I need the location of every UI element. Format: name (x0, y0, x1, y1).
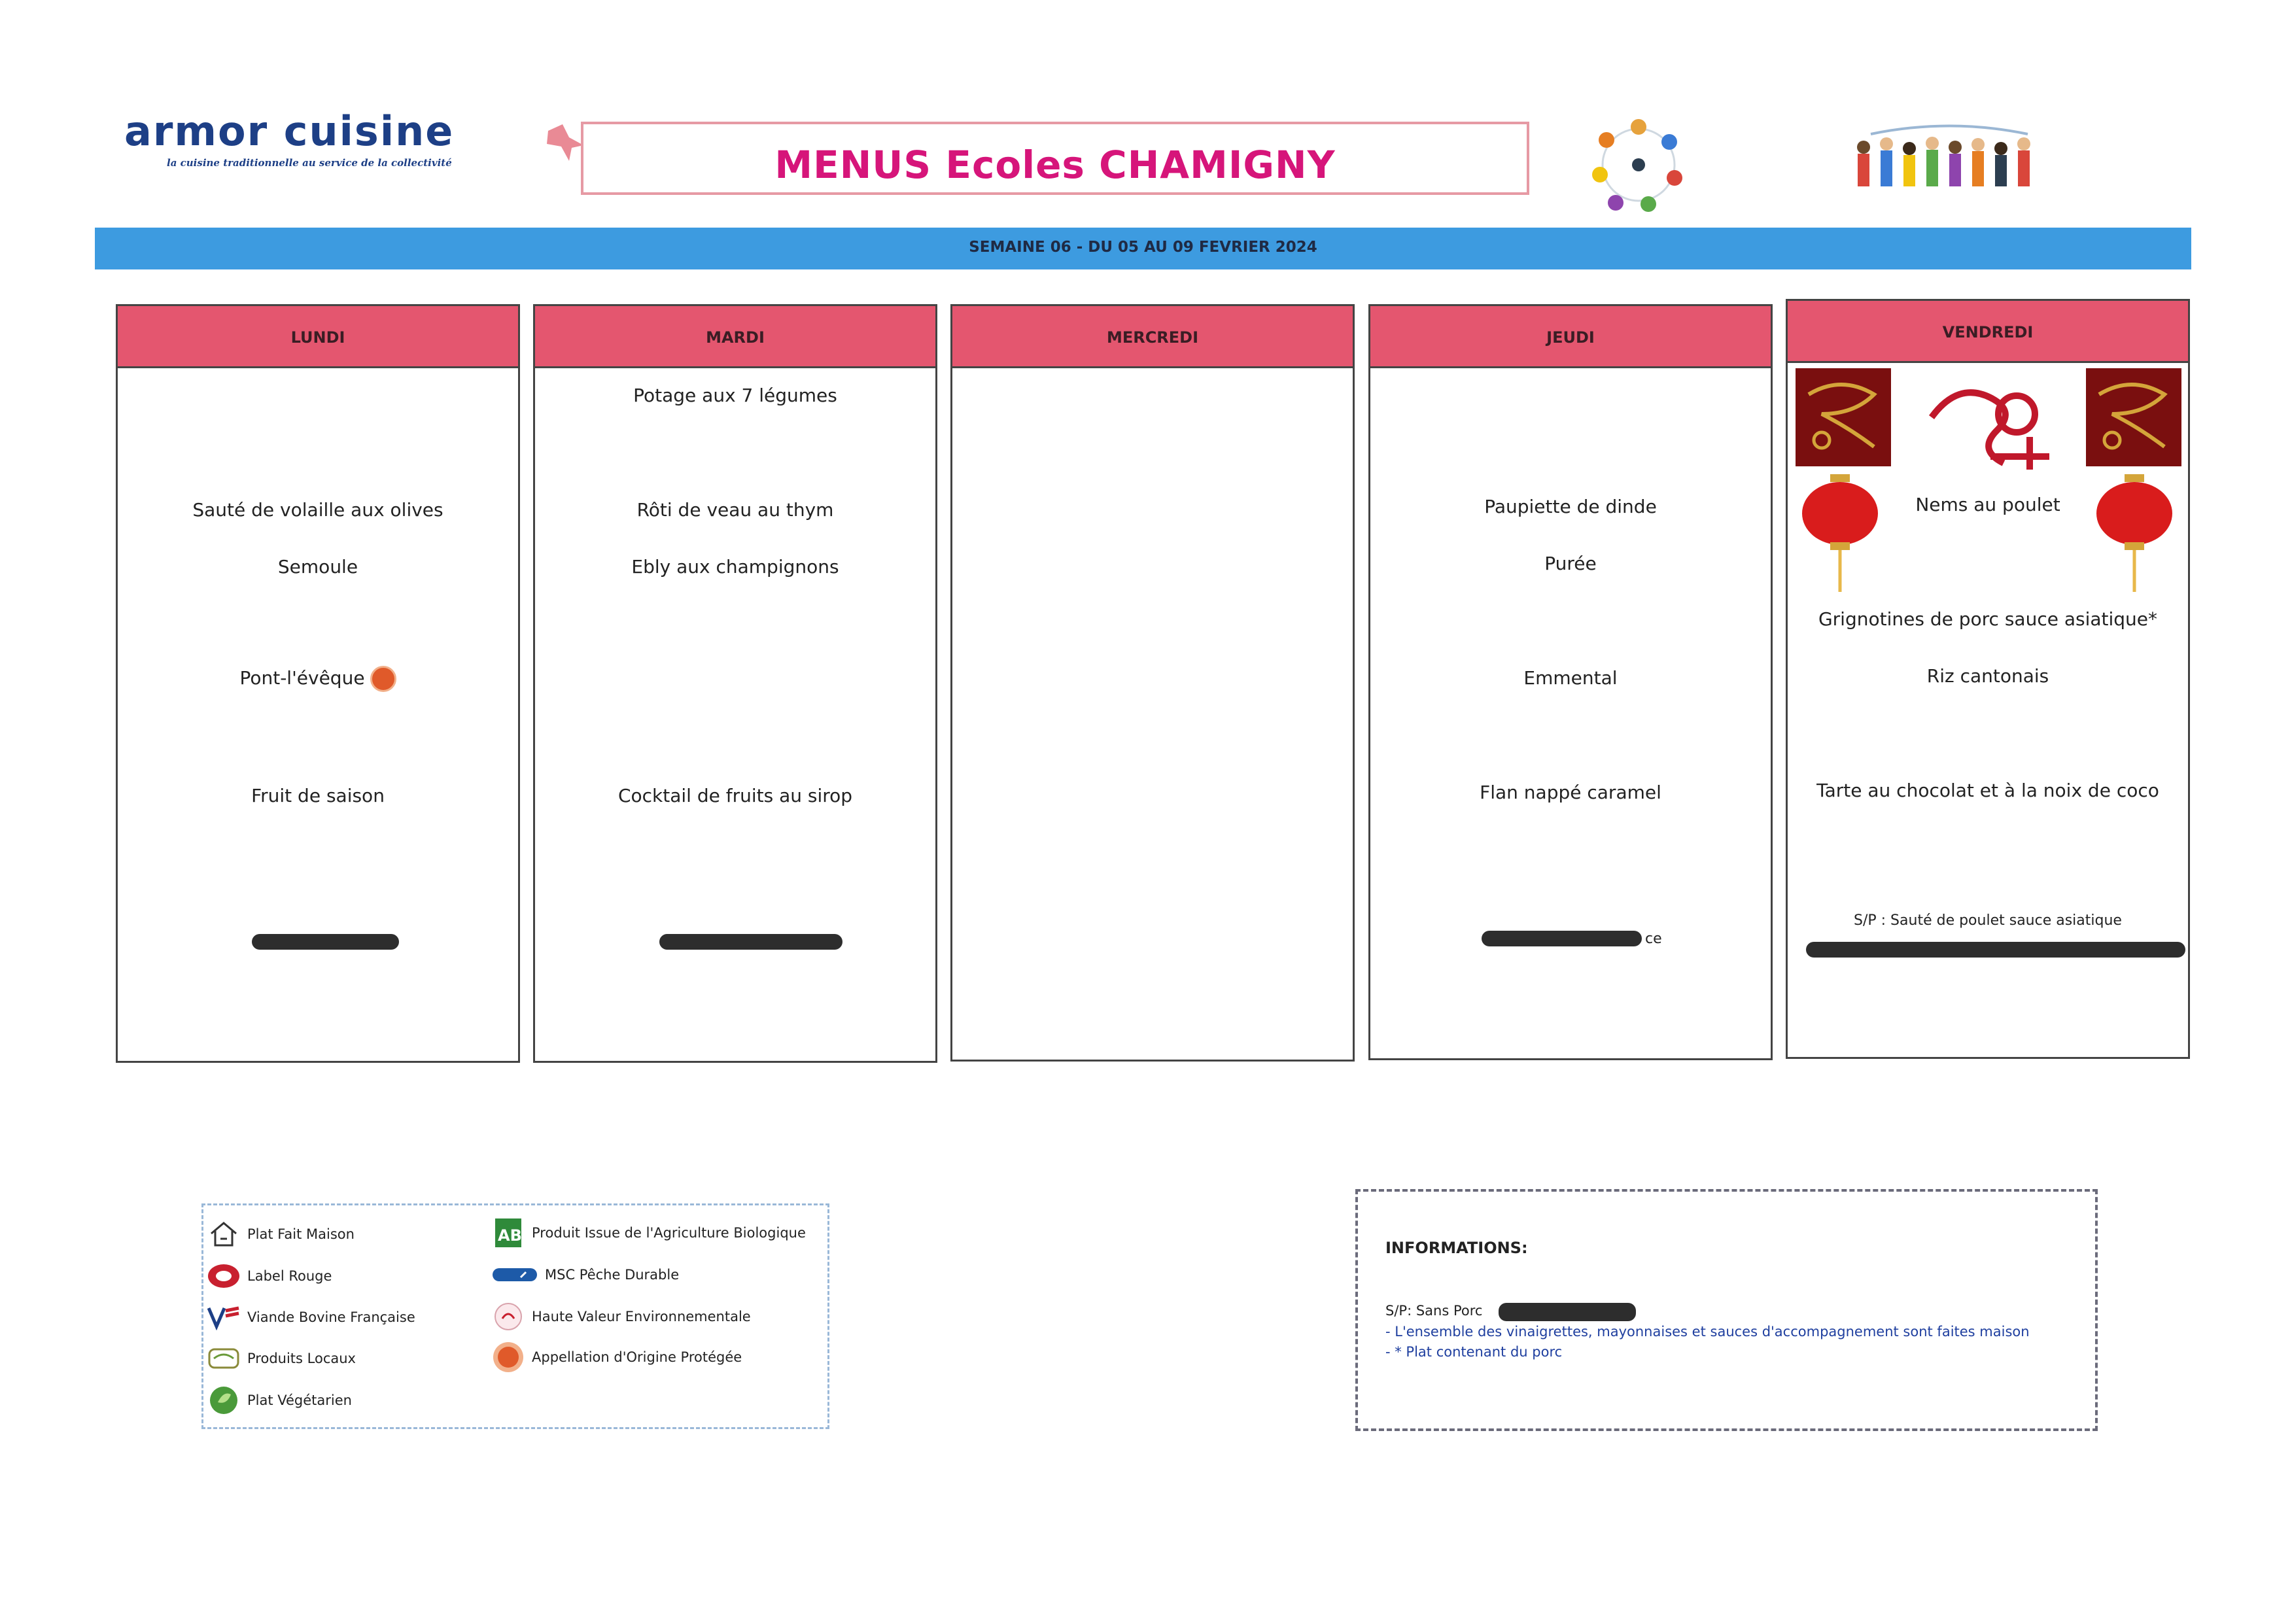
legend-item (207, 1300, 415, 1334)
day-header (535, 306, 935, 368)
day-name: LUNDI (290, 328, 345, 347)
sans-porc-label: S/P: Sans Porc (1385, 1303, 1483, 1319)
logo-name: armor cuisine (124, 107, 455, 155)
day-header (952, 306, 1353, 368)
msc-icon (491, 1258, 538, 1292)
legend-item (491, 1216, 806, 1250)
dish-cheese-label: Pont-l'évêque (239, 667, 365, 689)
dish-dessert: Cocktail de fruits au sirop (617, 785, 853, 806)
day-name: MARDI (706, 328, 765, 347)
armor-cuisine-logo (124, 107, 477, 169)
dish-main: Paupiette de dinde (1484, 496, 1657, 517)
legend-label: Produits Locaux (247, 1351, 356, 1366)
local-products-icon (207, 1341, 241, 1375)
day-name: JEUDI (1546, 328, 1595, 347)
logo-tagline: la cuisine traditionnelle au service de la collectivité (167, 157, 452, 169)
legend-label: MSC Pêche Durable (545, 1267, 680, 1283)
dish-dessert: Fruit de saison (251, 785, 385, 806)
chinese-new-year-tile-right (2086, 368, 2181, 466)
dish-main: Rôti de veau au thym (636, 499, 834, 521)
day-name: VENDREDI (1942, 323, 2034, 341)
children-circle-illustration (1583, 112, 1694, 217)
week-banner (95, 228, 2191, 269)
redacted-text (252, 934, 399, 950)
dish-side: Ebly aux champignons (631, 556, 839, 578)
info-homemade-sauces: - L'ensemble des vinaigrettes, mayonnaises et sauces d'accompagnement sont faites maison (1385, 1324, 2030, 1339)
dish-side: Riz cantonais (1926, 665, 2049, 687)
day-header (1370, 306, 1771, 368)
house-icon (207, 1217, 241, 1251)
info-pork-note: - * Plat contenant du porc (1385, 1344, 1563, 1360)
aop-icon (370, 666, 396, 692)
dragon-2024-icon (1796, 368, 1891, 466)
legend-item (491, 1258, 679, 1292)
info-title: INFORMATIONS: (1385, 1239, 1528, 1257)
vegetarian-icon (207, 1383, 241, 1417)
day-name: MERCREDI (1106, 328, 1199, 347)
dish-dessert: Tarte au chocolat et à la noix de coco (1816, 780, 2159, 801)
children-row-illustration (1851, 121, 2047, 199)
dragon-2024-logo (1919, 378, 2056, 476)
dish-starter: Potage aux 7 légumes (633, 385, 837, 406)
redacted-text (659, 934, 842, 950)
day-header (1788, 301, 2188, 363)
legend-label: Viande Bovine Française (247, 1309, 415, 1325)
legend-label: Appellation d'Origine Protégée (532, 1349, 742, 1365)
dish-main: Sauté de volaille aux olives (192, 499, 443, 521)
legend-item (491, 1340, 742, 1374)
chinese-new-year-tile-left (1796, 368, 1891, 466)
dragon-2024-icon (2086, 368, 2181, 466)
dish-cheese: Emmental (1523, 667, 1618, 689)
sans-porc-note: S/P : Sauté de poulet sauce asiatique (1854, 912, 2122, 929)
dish-dessert: Flan nappé caramel (1480, 782, 1661, 803)
legend-label: Produit Issue de l'Agriculture Biologique (532, 1225, 806, 1241)
redacted-text (1482, 931, 1642, 946)
aop-icon (491, 1340, 525, 1374)
legend-item (491, 1300, 751, 1334)
day-column-mercredi (950, 304, 1355, 1062)
informations-box (1355, 1189, 2098, 1431)
dish-cheese (124, 666, 512, 692)
day-column-jeudi (1368, 304, 1773, 1060)
dish-side: Purée (1544, 553, 1597, 574)
redacted-text (1499, 1303, 1636, 1321)
label-rouge-icon (207, 1259, 241, 1293)
legend-label: Label Rouge (247, 1268, 332, 1284)
title-frame (581, 122, 1529, 195)
svg-text:AB: AB (498, 1226, 522, 1245)
legend-label: Haute Valeur Environnementale (532, 1309, 751, 1324)
day-column-mardi (533, 304, 937, 1063)
legend-label: Plat Fait Maison (247, 1226, 355, 1242)
ab-organic-icon (491, 1216, 525, 1250)
legend-item (207, 1383, 352, 1417)
day-header (118, 306, 518, 368)
week-label: SEMAINE 06 - DU 05 AU 09 FEVRIER 2024 (969, 239, 1317, 256)
legend-item (207, 1341, 356, 1375)
day-column-lundi (116, 304, 520, 1063)
legend-item (207, 1217, 355, 1251)
redacted-suffix: ce (1645, 931, 1662, 947)
legend (201, 1203, 829, 1429)
day-column-vendredi (1786, 299, 2190, 1059)
dish-starter: Nems au poulet (1915, 494, 2060, 515)
legend-label: Plat Végétarien (247, 1392, 352, 1408)
legend-item (207, 1259, 332, 1293)
dish-main: Grignotines de porc sauce asiatique* (1818, 608, 2158, 630)
page-title: MENUS Ecoles CHAMIGNY (774, 143, 1336, 187)
redacted-text (1806, 942, 2185, 958)
dish-side: Semoule (277, 556, 358, 578)
hve-icon (491, 1300, 525, 1334)
vbf-icon (207, 1300, 241, 1334)
